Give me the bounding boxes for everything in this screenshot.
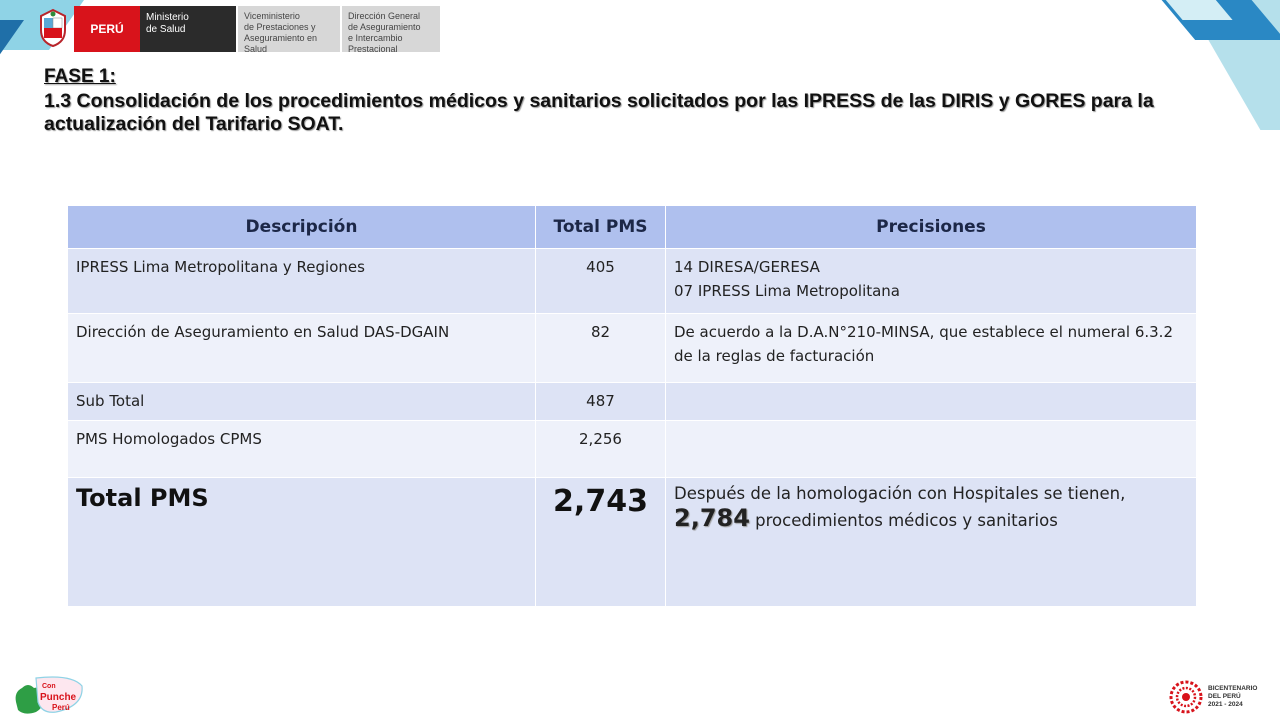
direccion-logo-block: Dirección General de Aseguramiento e Intercambio Prestacional	[340, 6, 440, 52]
table-row	[68, 383, 1197, 421]
bicentenario-sun-icon	[1168, 679, 1204, 715]
pms-summary-table	[67, 205, 1197, 607]
logo-text-punche: Punche	[40, 692, 77, 703]
phase-title: FASE 1:	[44, 66, 116, 87]
total-value: 2,743	[536, 478, 666, 607]
total-note-suffix: procedimientos médicos y sanitarios	[749, 511, 1058, 530]
cell-total: 487	[536, 383, 666, 421]
cell-descripcion: Sub Total	[68, 383, 536, 421]
total-note-prefix: Después de la homologación con Hospitales se tienen,	[674, 484, 1126, 503]
header-descripcion: Descripción	[68, 206, 536, 249]
slide-titles	[44, 66, 1234, 136]
ministerio-logo-block: Ministerio de Salud	[140, 6, 236, 52]
con-punche-peru-logo	[12, 672, 92, 718]
logo-text-peru: Perú	[52, 703, 70, 712]
table-row	[68, 249, 1197, 314]
coat-of-arms-icon	[36, 6, 70, 50]
government-logo-strip	[36, 6, 440, 52]
total-label: Total PMS	[68, 478, 536, 607]
table-row	[68, 421, 1197, 478]
cell-total: 82	[536, 314, 666, 383]
cell-precisiones	[666, 421, 1197, 478]
bicentenario-text: BICENTENARIO DEL PERÚ 2021 - 2024	[1208, 685, 1258, 708]
viceministerio-logo-block: Viceministerio de Prestaciones y Aseguramiento en Salud	[236, 6, 340, 52]
cell-total: 2,256	[536, 421, 666, 478]
total-note	[666, 478, 1197, 607]
table-total-row	[68, 478, 1197, 607]
precision-line: 14 DIRESA/GERESA	[674, 258, 820, 276]
peru-logo-block: PERÚ	[74, 6, 140, 52]
header-precisiones: Precisiones	[666, 206, 1197, 249]
cell-precisiones	[666, 383, 1197, 421]
logo-text-con: Con	[42, 683, 56, 690]
table-header-row	[68, 206, 1197, 249]
cell-descripcion: Dirección de Aseguramiento en Salud DAS-DGAIN	[68, 314, 536, 383]
header-total-pms: Total PMS	[536, 206, 666, 249]
cell-total: 405	[536, 249, 666, 314]
precision-line: 07 IPRESS Lima Metropolitana	[674, 282, 901, 300]
bicentenario-logo	[1168, 678, 1278, 716]
cell-precisiones: De acuerdo a la D.A.N°210-MINSA, que establece el numeral 6.3.2 de la reglas de facturación	[666, 314, 1197, 383]
cell-precisiones	[666, 249, 1197, 314]
total-note-number: 2,784	[674, 504, 750, 532]
slide-subtitle: 1.3 Consolidación de los procedimientos médicos y sanitarios solicitados por las IPRESS de las DIRIS y GORES para la actualización del Tarifario SOAT.	[44, 90, 1154, 135]
cell-descripcion: IPRESS Lima Metropolitana y Regiones	[68, 249, 536, 314]
table-row	[68, 314, 1197, 383]
cell-descripcion: PMS Homologados CPMS	[68, 421, 536, 478]
